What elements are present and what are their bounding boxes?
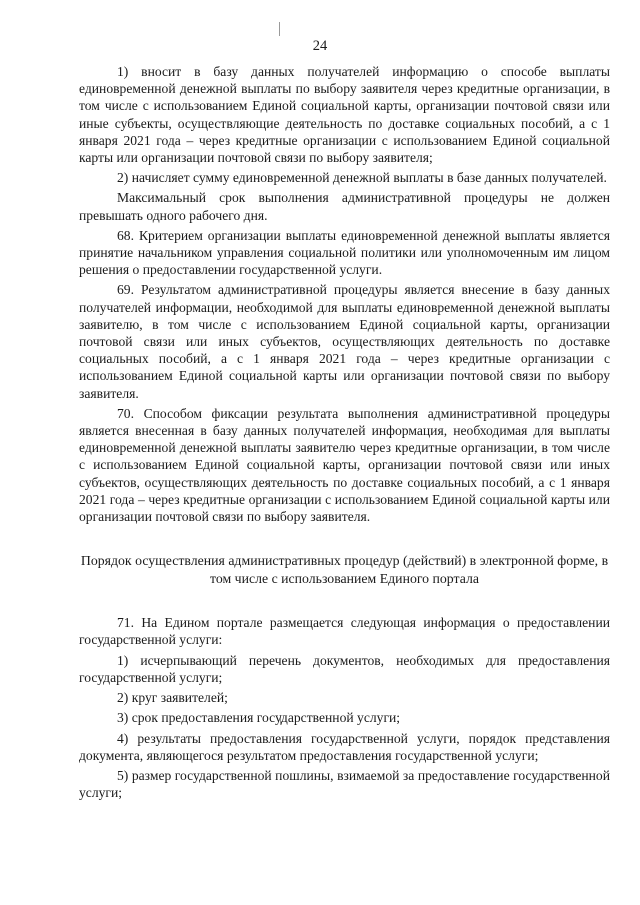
clause-69: 69. Результатом административной процедуры является внесение в базу данных получателей информации, необходимой для выплаты единовременной денежной выплаты заявителю, в том числе с использованием Единой социальной карты, организации почтовой связи или иных субъектов, осуществляющих деятельность по доставке социальных пособий, а с 1 января 2021 года – через кредитные организации с использованием Единой социальной карты или организации почтовой связи по выбору заявителя. bbox=[79, 282, 610, 401]
list-item-1-documents: 1) исчерпывающий перечень документов, необходимых для предоставления государственной услуги; bbox=[79, 652, 610, 685]
clause-70: 70. Способом фиксации результата выполнения административной процедуры является внесенная в базу данных получателей информация, необходимая для выплаты единовременной денежной выплаты заявителю через кредитные организации, в том числе с использованием Единой социальной карты, организации почтовой связи или иных субъектов, осуществляющих деятельность по доставке социальных пособий, а с 1 января 2021 года – через кредитные организации с использованием Единой социальной карты или организации почтовой связи по выбору заявителя. bbox=[79, 405, 610, 525]
section-heading: Порядок осуществления административных процедур (действий) в электронной форме, в том числе с использованием Единого портала bbox=[80, 553, 609, 587]
list-item-2-calculate-payment: 2) начисляет сумму единовременной денежной выплаты в базе данных получателей. bbox=[117, 170, 607, 186]
list-item-2-applicants: 2) круг заявителей; bbox=[117, 690, 228, 706]
page-body bbox=[79, 63, 610, 804]
list-item-1-enter-payment-method: 1) вносит в базу данных получателей информацию о способе выплаты единовременной денежной выплаты по выбору заявителя через кредитные организации, в том числе с использованием Единой социальной карты, организации почтовой связи или иные субъекты, осуществляющие деятельность по доставке социальных пособий, а с 1 января 2021 года – через кредитные организации с использованием Единой социальной карты или организации почтовой связи по выбору заявителя; bbox=[79, 64, 610, 166]
scan-artifact-mark bbox=[279, 22, 280, 36]
clause-68: 68. Критерием организации выплаты единовременной денежной выплаты является принятие начальником управления социальной политики или уполномоченным им лицом решения о предоставлении государственной услуги. bbox=[79, 227, 610, 278]
paragraph-max-duration: Максимальный срок выполнения административной процедуры не должен превышать одного рабочего дня. bbox=[79, 190, 610, 223]
page-number: 24 bbox=[312, 38, 328, 54]
clause-71: 71. На Едином портале размещается следующая информация о предоставлении государственной услуги: bbox=[79, 615, 610, 648]
list-item-5-state-duty: 5) размер государственной пошлины, взимаемой за предоставление государственной услуги; bbox=[79, 767, 610, 801]
list-item-4-results: 4) результаты предоставления государственной услуги, порядок представления документа, являющегося результатом предоставления государственной услуги; bbox=[79, 730, 610, 763]
list-item-3-term: 3) срок предоставления государственной услуги; bbox=[117, 710, 401, 726]
